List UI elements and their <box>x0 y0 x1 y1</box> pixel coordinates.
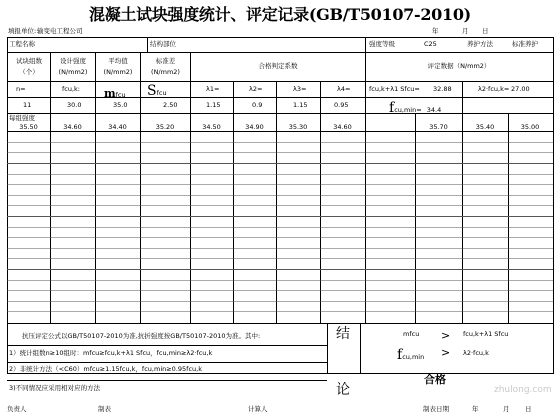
project-name-label: 工程名称 <box>9 40 35 48</box>
rule-2: 2）非统计方法（<C60）mfcu≥1.15fcu,k，fcu,min≥0.95fcu,k <box>9 365 202 373</box>
conclusion-lun: 论 <box>336 382 350 398</box>
group-strength-value: 34.40 <box>108 123 127 131</box>
col-divider <box>360 323 361 373</box>
row-divider <box>7 362 327 363</box>
fill-unit-value: 输变电工程公司 <box>37 27 83 35</box>
group-strength-value: 35.00 <box>520 123 540 131</box>
group-strength-value: 35.20 <box>155 123 175 131</box>
group-strength-value: 35.30 <box>288 123 308 131</box>
footer-year: 年 <box>472 405 479 413</box>
footer-maker: 制表 <box>98 405 111 413</box>
value-l3: 1.15 <box>293 101 308 109</box>
value-l1: 1.15 <box>206 101 221 109</box>
group-strength-value: 34.90 <box>245 123 264 131</box>
value-l2: 0.9 <box>252 101 263 109</box>
value-s: 2.50 <box>163 101 178 109</box>
date-day: 日 <box>482 27 489 35</box>
value-m: 35.0 <box>113 101 128 109</box>
compare2-left-f: f <box>397 347 403 363</box>
fcu-min-sub: cu,min= <box>394 106 422 114</box>
curing-method-label: 养护方法 <box>467 40 493 48</box>
row-divider <box>7 323 554 324</box>
compare1-right: fcu,k+λ1 Sfcu <box>463 330 509 338</box>
col-divider <box>365 37 366 52</box>
col-divider <box>327 323 328 373</box>
group-count-header: 试块组数 <box>16 57 42 65</box>
compare2-left <box>397 344 424 363</box>
footer-month: 月 <box>503 405 510 413</box>
row-divider <box>7 97 554 98</box>
date-month: 月 <box>462 27 469 35</box>
structure-part-label: 结构部位 <box>150 40 176 48</box>
average-header: 平均值 <box>108 57 128 65</box>
symbol-m-sub: fcu <box>115 91 126 99</box>
symbol-m <box>104 82 126 101</box>
footer-calculator: 计算人 <box>248 405 268 413</box>
symbol-n: n= <box>16 85 26 93</box>
compare2-left-sub: cu,min <box>402 353 425 361</box>
value-fcuk: 30.0 <box>67 101 82 109</box>
symbol-l4: λ4= <box>337 85 351 93</box>
eval1-value: 32.88 <box>433 85 452 93</box>
eval2-value: 27.00 <box>511 85 530 93</box>
group-strength-value: 35.40 <box>475 123 495 131</box>
conclusion-jie: 结 <box>336 326 350 342</box>
symbol-s-sub: fcu <box>156 89 167 97</box>
fcu-min-value: 34.4 <box>426 106 442 114</box>
design-strength-header: 设计强度 <box>60 57 86 65</box>
fill-unit-label: 填报单位: <box>8 27 37 35</box>
date-year: 年 <box>432 27 439 35</box>
symbol-l1: λ1= <box>206 85 220 93</box>
std-dev-unit: (N/mm2) <box>151 68 180 76</box>
row-divider <box>7 81 554 82</box>
curing-method-value: 标准养护 <box>512 40 538 48</box>
average-unit: (N/mm2) <box>103 68 133 76</box>
compare2-op: > <box>441 346 451 359</box>
result-qualified: 合格 <box>424 373 446 386</box>
data-grid <box>7 132 553 322</box>
eval2-label: λ2·fcu,k= <box>478 85 510 93</box>
fcu-min-f: f <box>389 100 395 116</box>
page-title: 混凝土试块强度统计、评定记录(GB/T50107-2010) <box>89 5 471 24</box>
col-divider <box>462 81 463 113</box>
watermark-text: zhulong.com <box>494 385 552 395</box>
rule-1: 1）统计组数n≥10组时：mfcu≥fcu,k+λ1 Sfcu，fcu,min≥λ2·fcu,k <box>9 349 213 357</box>
group-strength-value: 34.50 <box>202 123 221 131</box>
row-divider <box>7 113 554 114</box>
std-dev-header: 标准差 <box>155 57 176 65</box>
eval1-label: fcu,k+λ1 Sfcu= <box>369 85 420 93</box>
compare1-left: mfcu <box>403 330 420 338</box>
group-strength-value: 35.70 <box>429 123 448 131</box>
group-strength-value: 34.60 <box>63 123 82 131</box>
row-divider <box>7 52 554 53</box>
design-strength-unit: (N/mm2) <box>58 68 88 76</box>
row-divider <box>7 380 327 381</box>
symbol-l3: λ3= <box>293 85 307 93</box>
fcu-min <box>389 97 441 116</box>
footer-responsible: 负责人 <box>7 405 27 413</box>
qualify-coef-header: 合格判定系数 <box>258 62 298 70</box>
compare2-right: λ2·fcu,k <box>463 349 489 357</box>
footer-date-label: 制表日期 <box>423 405 449 413</box>
footer-day: 日 <box>525 405 532 413</box>
strength-grade-label: 强度等级 <box>369 40 395 48</box>
value-n: 11 <box>23 101 32 109</box>
col-divider <box>147 37 148 52</box>
group-strength-value: 35.50 <box>19 123 38 131</box>
group-count-header-unit: （个） <box>19 68 39 76</box>
symbol-fcuk: fcu,k: <box>62 85 81 93</box>
strength-grade-value: C25 <box>424 40 437 48</box>
symbol-s-main: S <box>147 83 157 99</box>
symbol-m-main: m <box>104 87 116 100</box>
rule-text: 抗压评定公式以GB/T50107-2010为准,抗折强度按GB/T50107-2010为准。其中: <box>22 332 261 340</box>
compare1-op: > <box>441 329 451 342</box>
group-strength-value: 34.60 <box>333 123 352 131</box>
rule-3: 3)不同情况应采用相对应的方法 <box>9 384 101 392</box>
row-divider <box>7 345 327 346</box>
value-l4: 0.95 <box>334 101 349 109</box>
group-strength-label: 每组强度 <box>9 114 35 122</box>
symbol-s <box>147 80 167 99</box>
symbol-l2: λ2= <box>249 85 263 93</box>
eval-data-header: 评定数据（N/mm2） <box>427 62 491 70</box>
